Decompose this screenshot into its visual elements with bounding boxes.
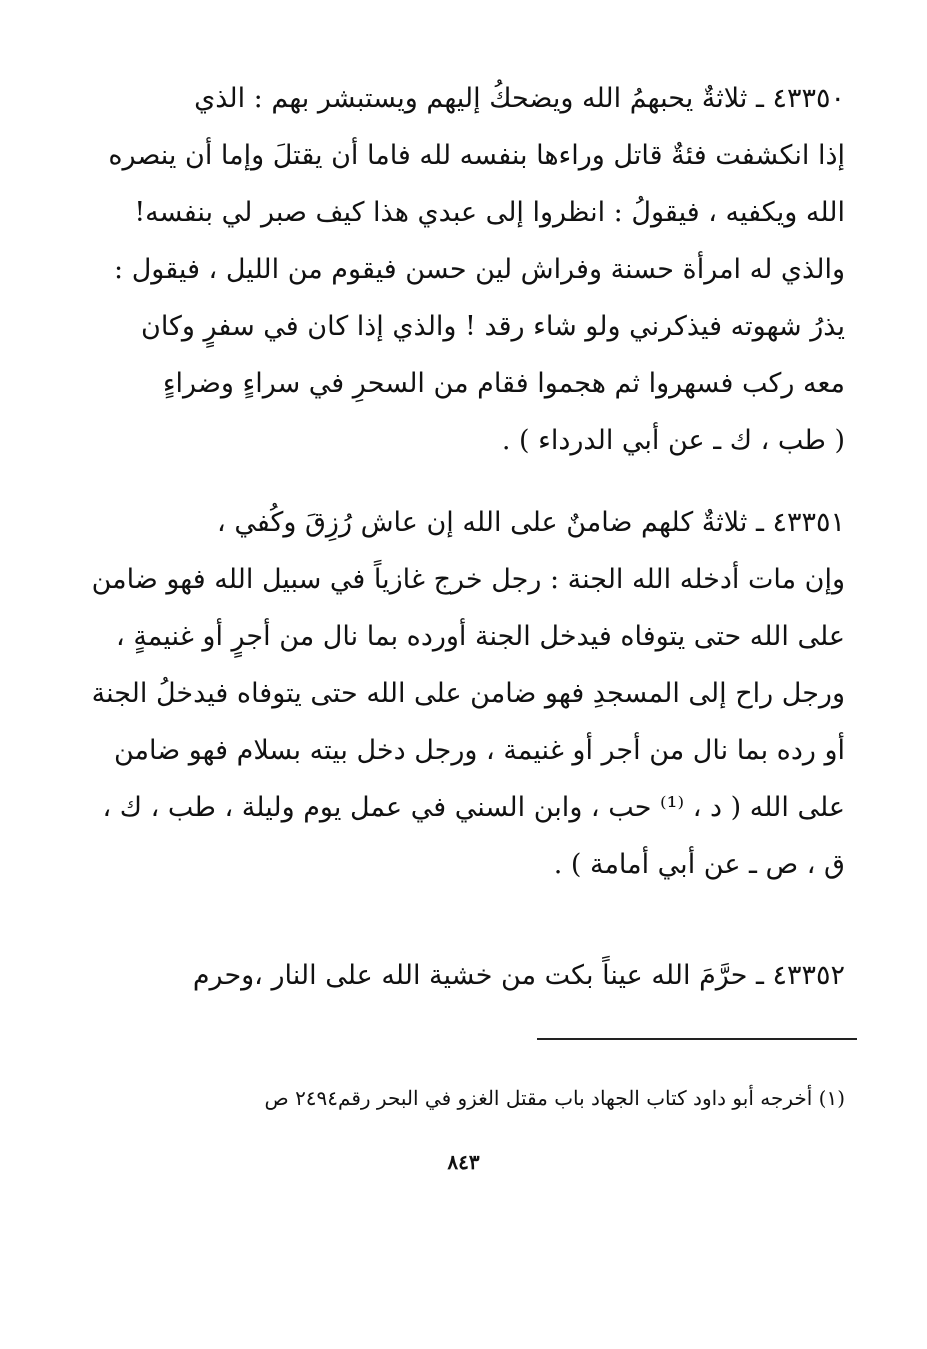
hadith-4350-line: والذي له امرأة حسنة وفراش لين حسن فيقوم من الليل ، فيقول : xyxy=(114,254,845,285)
hadith-4351-line: أو رده بما نال من أجر أو غنيمة ، ورجل دخل بيته بسلام فهو ضامن xyxy=(113,735,845,766)
hadith-4350-line: إذا انكشفت فئةٌ قاتل وراءها بنفسه لله فاما أن يقتلَ وإما أن ينصره xyxy=(108,140,845,171)
hadith-4351 xyxy=(91,494,845,893)
hadith-4350-line: الله ويكفيه ، فيقولُ : انظروا إلى عبدي هذا كيف صبر لي بنفسه! xyxy=(134,197,845,228)
footnote-divider xyxy=(537,1038,857,1040)
hadith-4351-line: ق ، ص ـ عن أبي أمامة ) . xyxy=(553,849,845,880)
hadith-4350-line: ( طب ، ك ـ عن أبي الدرداء ) . xyxy=(501,425,845,456)
hadith-4351-line: وإن مات أدخله الله الجنة : رجل خرج غازياً في سبيل الله فهو ضامن xyxy=(91,564,845,595)
hadith-4352-line: ٤٣٣٥٢ ـ حرَّمَ الله عيناً بكت من خشية الله على النار ،وحرم xyxy=(192,960,845,991)
hadith-4350-line: ٤٣٣٥٠ ـ ثلاثةٌ يحبهمُ الله ويضحكُ إليهم ويستبشر بهم : الذي xyxy=(194,83,845,114)
hadith-4351-line: على الله حتى يتوفاه فيدخل الجنة أورده بما نال من أجرٍ أو غنيمةٍ ، xyxy=(116,621,845,652)
hadith-4350 xyxy=(108,70,845,469)
hadith-4351-line: على الله ( د ، ⁽¹⁾ حب ، وابن السني في عمل يوم وليلة ، طب ، ك ، xyxy=(102,792,845,823)
hadith-4351-line: ورجل راح إلى المسجدِ فهو ضامن على الله حتى يتوفاه فيدخلُ الجنة xyxy=(91,678,845,709)
hadith-4351-line: ٤٣٣٥١ ـ ثلاثةٌ كلهم ضامنٌ على الله إن عاش رُزِقَ وكُفي ، xyxy=(217,507,845,538)
hadith-4350-line: يذرُ شهوته فيذكرني ولو شاء رقد ! والذي إذا كان في سفرٍ وكان xyxy=(141,311,845,342)
hadith-4352 xyxy=(145,947,845,1004)
hadith-4350-line: معه ركب فسهروا ثم هجموا فقام من السحرِ في سراءٍ وضراءٍ xyxy=(162,368,845,399)
footnote: (١) أخرجه أبو داود كتاب الجهاد باب مقتل الغزو في البحر رقم٢٤٩٤ ص xyxy=(264,1086,845,1110)
page-number: ٨٤٣ xyxy=(447,1150,480,1174)
